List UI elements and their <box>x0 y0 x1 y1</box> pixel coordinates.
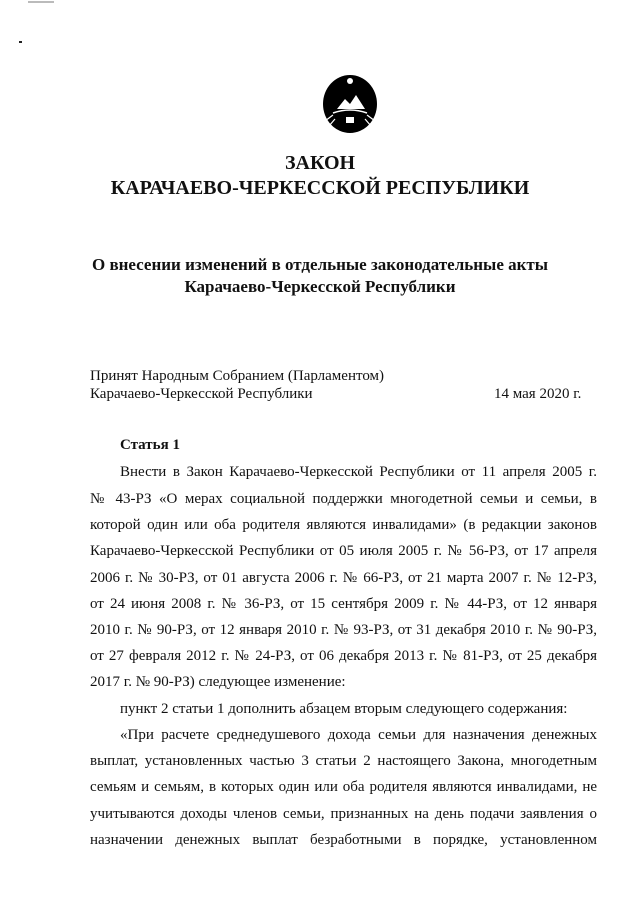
paragraph-line: которой один или оба родителя являются инвалидами» (в редакции законов <box>90 517 597 533</box>
law-subtitle-line2: Карачаево-Черкесской Республики <box>184 277 456 296</box>
article-heading: Статья 1 <box>120 437 180 453</box>
paragraph-line: 2010 г. № 90-РЗ, от 12 января 2010 г. № 93-РЗ, от 31 декабря 2010 г. № 90-РЗ, <box>90 622 597 638</box>
paragraph-line: «При расчете среднедушевого дохода семьи для назначения денежных <box>120 727 597 743</box>
paragraph-instruction: пункт 2 статьи 1 дополнить абзацем вторым следующего содержания: <box>120 701 568 717</box>
paragraph-line: № 43-РЗ «О мерах социальной поддержки многодетной семьи и семьи, в <box>90 491 597 507</box>
paragraph-line: Карачаево-Черкесской Республики от 05 июля 2005 г. № 56-РЗ, от 17 апреля <box>90 543 597 559</box>
paragraph-line: 2017 г. № 90-РЗ) следующее изменение: <box>90 674 346 690</box>
paragraph-line: назначении денежных выплат безработными в порядке, установленном <box>90 832 597 848</box>
paragraph-line: выплат, установленных частью 3 статьи 2 настоящего Закона, многодетным <box>90 753 597 769</box>
law-subtitle-line1: О внесении изменений в отдельные законодательные акты <box>91 255 549 274</box>
paragraph-line: от 24 июня 2008 г. № 36-РЗ, от 15 сентября 2009 г. № 44-РЗ, от 12 января <box>90 596 597 612</box>
adoption-line1: Принят Народным Собранием (Парламентом) <box>90 368 385 384</box>
paragraph-line: учитываются доходы членов семьи, признанных на день подачи заявления о <box>90 806 597 822</box>
scan-mark-left <box>19 41 22 43</box>
adoption-line2: Карачаево-Черкесской Республики <box>90 386 313 402</box>
paragraph-line: 2006 г. № 30-РЗ, от 01 августа 2006 г. № 66-РЗ, от 21 марта 2007 г. № 12-РЗ, <box>90 570 597 586</box>
republic-title: КАРАЧАЕВО-ЧЕРКЕССКОЙ РЕСПУБЛИКИ <box>110 177 530 199</box>
law-title: ЗАКОН <box>284 152 356 174</box>
paragraph-line: Внести в Закон Карачаево-Черкесской Республики от 11 апреля 2005 г. <box>120 464 597 480</box>
coat-of-arms-icon <box>321 73 379 135</box>
paragraph-line: от 27 февраля 2012 г. № 24-РЗ, от 06 декабря 2013 г. № 81-РЗ, от 25 декабря <box>90 648 597 664</box>
scan-mark-top <box>28 1 54 3</box>
adoption-date: 14 мая 2020 г. <box>494 386 582 402</box>
paragraph-line: семьям и семьям, в которых один или оба родителя являются инвалидами, не <box>90 779 597 795</box>
